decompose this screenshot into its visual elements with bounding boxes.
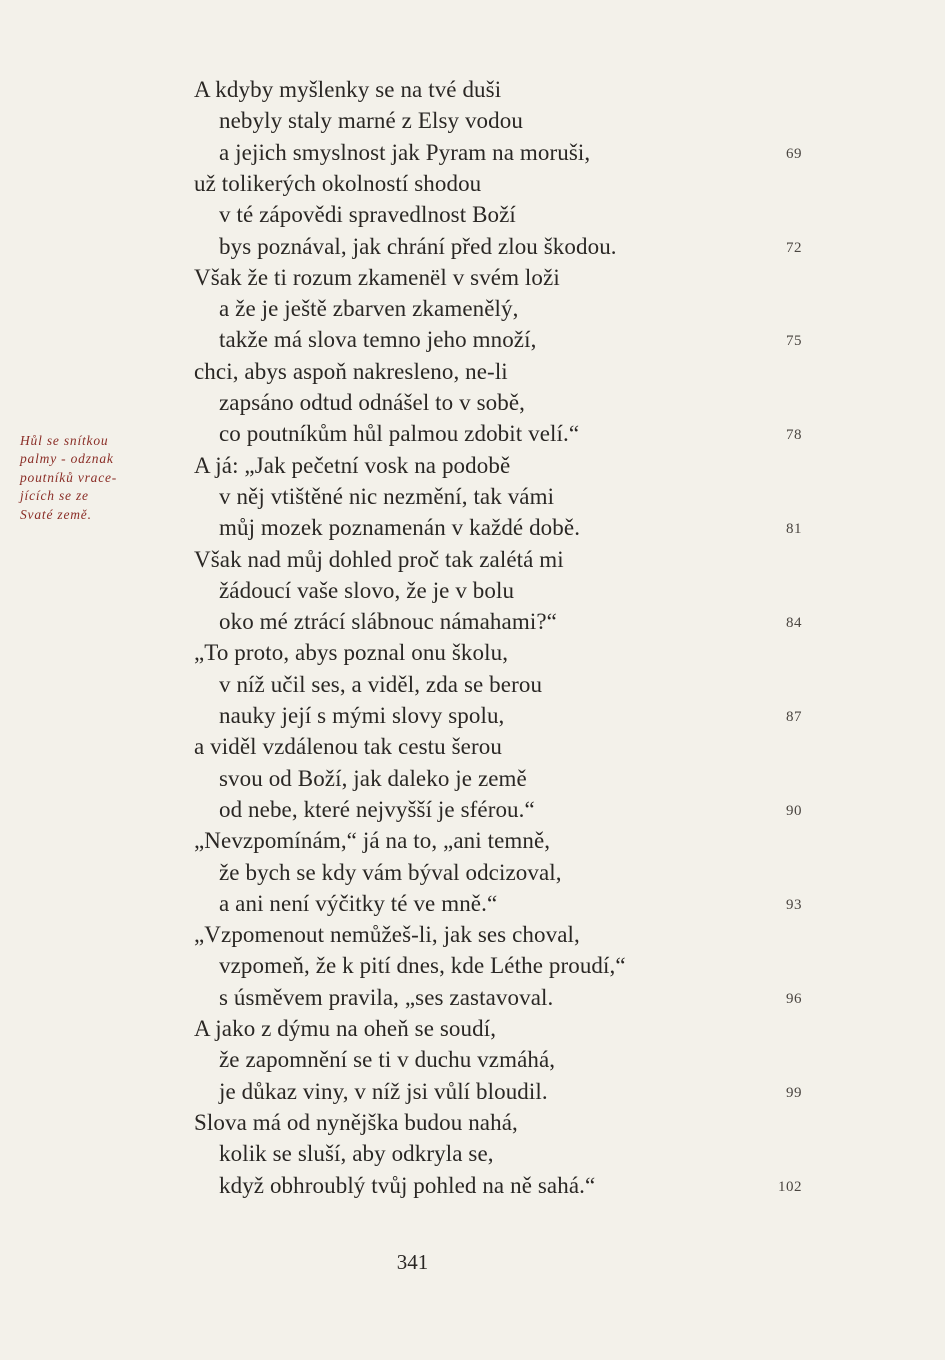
verse-line: nebyly staly marné z Elsy vodou (219, 108, 523, 133)
verse-line: a že je ještě zbarven zkamenělý, (219, 296, 519, 321)
verse-line: v něj vtištěné nic nezmění, tak vámi (219, 484, 555, 509)
verse-line: můj mozek poznamenán v každé době. (219, 515, 581, 540)
page-number-text: 341 (396, 1250, 429, 1274)
line-number: 87 (786, 709, 802, 725)
page-number (0, 1250, 945, 1275)
line-number: 75 (786, 333, 802, 349)
verse-line: Slova má od nynějška budou nahá, (194, 1110, 518, 1135)
verse-line: už tolikerých okolností shodou (194, 171, 482, 196)
verse-line: A kdyby myšlenky se na tvé duši (194, 77, 502, 102)
verse-line: bys poznával, jak chrání před zlou škodou. (219, 234, 617, 259)
verse-line: že zapomnění se ti v duchu vzmáhá, (219, 1047, 556, 1072)
verse-line: „Vzpomenout nemůžeš-li, jak ses choval, (194, 922, 580, 947)
margin-note-line: palmy - odznak (20, 451, 114, 467)
verse-line: Však že ti rozum zkamenël v svém loži (194, 265, 560, 290)
verse-line: a viděl vzdálenou tak cestu šerou (194, 734, 502, 759)
line-number: 93 (786, 897, 802, 913)
verse-line: žádoucí vaše slovo, že je v bolu (219, 578, 515, 603)
verse-line: co poutníkům hůl palmou zdobit velí.“ (219, 421, 580, 446)
verse-line: s úsměvem pravila, „ses zastavoval. (219, 985, 554, 1010)
verse-line: A jako z dýmu na oheň se soudí, (194, 1016, 497, 1041)
margin-note-line: Hůl se snítkou (20, 433, 109, 448)
verse-line: nauky její s mými slovy spolu, (219, 703, 505, 728)
line-number: 102 (778, 1179, 802, 1195)
line-number: 96 (786, 991, 802, 1007)
verse-line: a ani není výčitky té ve mně.“ (219, 891, 498, 916)
line-number: 78 (786, 427, 802, 443)
verse-line: vzpomeň, že k pití dnes, kde Léthe proudí,“ (219, 953, 626, 978)
line-number: 99 (786, 1085, 802, 1101)
verse-line: že bych se kdy vám býval odcizoval, (219, 860, 562, 885)
verse-line: oko mé ztrácí slábnouc námahami?“ (219, 609, 557, 634)
margin-note-line: Svaté země. (20, 506, 92, 522)
verse-line: chci, abys aspoň nakresleno, ne-li (194, 359, 508, 384)
verse-line: v níž učil ses, a viděl, zda se berou (219, 672, 543, 697)
verse-line: od nebe, které nejvyšší je sférou.“ (219, 797, 535, 822)
verse-line: A já: „Jak pečetní vosk na podobě (194, 453, 511, 478)
verse-line: je důkaz viny, v níž jsi vůlí bloudil. (219, 1079, 548, 1104)
verse-line: Však nad můj dohled proč tak zalétá mi (194, 547, 564, 572)
verse-line: „Nevzpomínám,“ já na to, „ani temně, (194, 828, 551, 853)
margin-note (20, 432, 155, 524)
line-number: 81 (786, 521, 802, 537)
verse-line: takže má slova temno jeho množí, (219, 327, 537, 352)
line-number: 84 (786, 615, 802, 631)
verse-line: a jejich smyslnost jak Pyram na moruši, (219, 140, 591, 165)
margin-note-line: jících se ze (20, 488, 89, 504)
verse-line: když obhroublý tvůj pohled na ně sahá.“ (219, 1173, 596, 1198)
verse-line: zapsáno odtud odnášel to v sobě, (219, 390, 525, 415)
margin-note-line: poutníků vrace- (20, 469, 118, 485)
verse-line: kolik se sluší, aby odkryla se, (219, 1141, 494, 1166)
verse-line: „To proto, abys poznal onu školu, (194, 640, 509, 665)
line-number: 72 (786, 240, 802, 256)
line-number: 90 (786, 803, 802, 819)
verse-line: v té zápovědi spravedlnost Boží (219, 202, 516, 227)
verse-line: svou od Boží, jak daleko je země (219, 766, 527, 791)
line-number: 69 (786, 146, 802, 162)
